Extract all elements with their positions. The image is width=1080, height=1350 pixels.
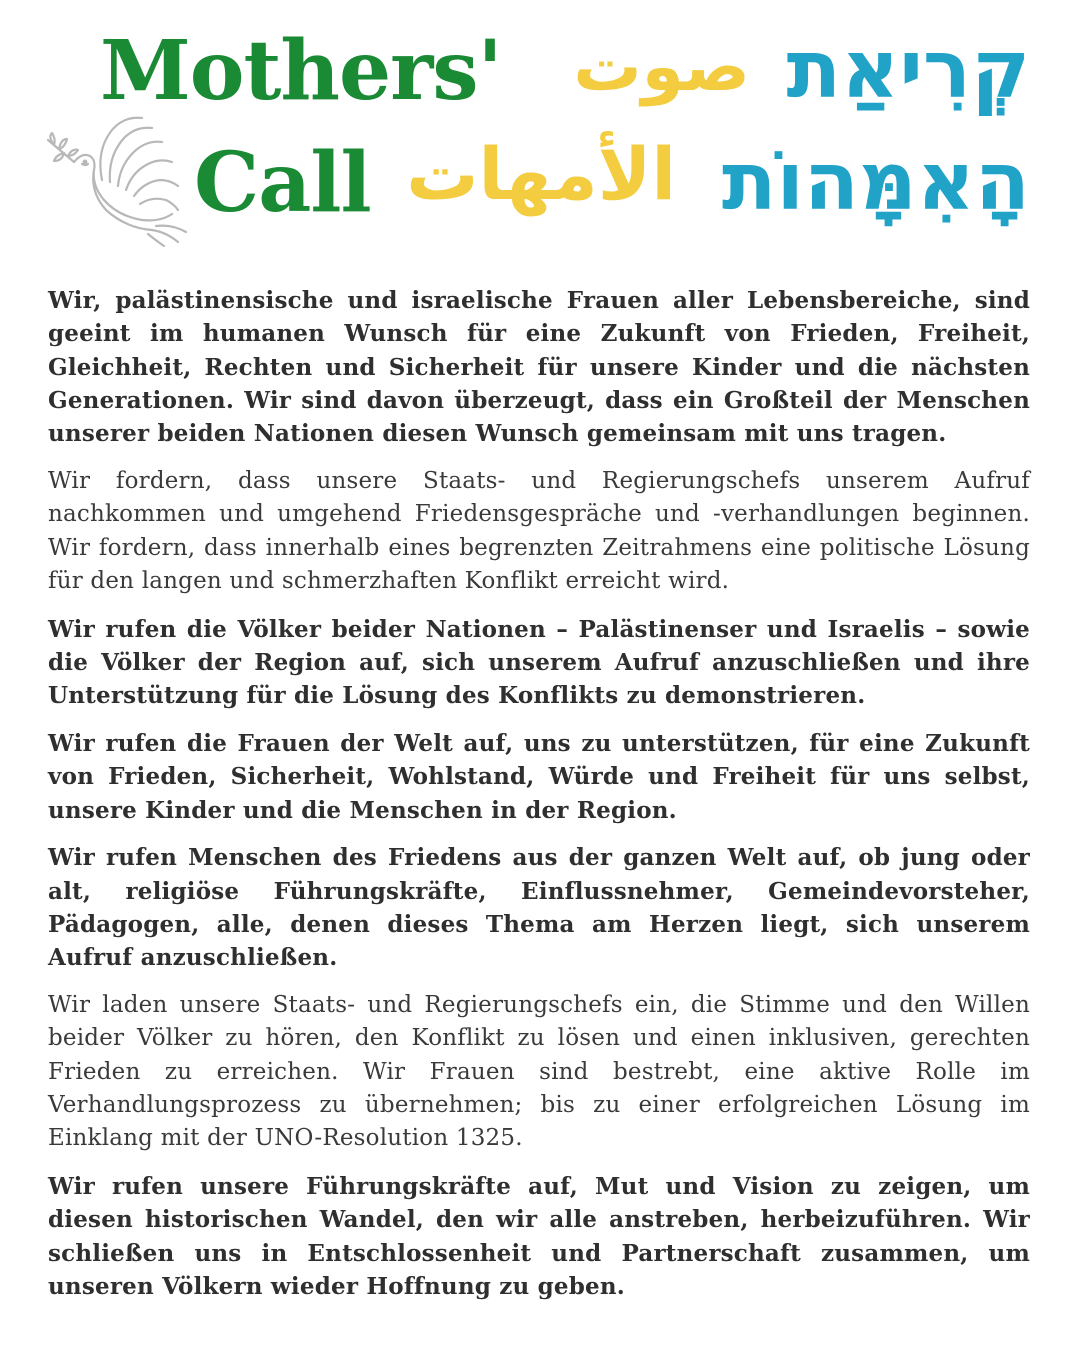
- title-hebrew-line1: קְרִיאַת: [786, 23, 1030, 116]
- paragraph: Wir laden unsere Staats- und Regierungschefs ein, die Stimme und den Willen beider Völker zu hören, den Konflikt zu lösen und einen inklusiven, gerechten Frieden zu erreichen. Wir Frauen sind bestrebt, eine aktive Rolle im Verhandlungsprozess zu übernehmen; bis zu einer erfolgreichen Lösung im Einklang mit der UNO-Resolution 1325.: [48, 992, 1030, 1152]
- paragraph: Wir rufen die Völker beider Nationen – Palästinenser und Israelis – sowie die Völker der Region auf, sich unserem Aufruf anzuschließen und ihre Unterstützung für die Lösung des Konflikts zu demonstrieren.: [48, 615, 1030, 710]
- header: [0, 0, 1080, 270]
- paragraph: Wir rufen unsere Führungskräfte auf, Mut und Vision zu zeigen, um diesen historischen Wandel, den wir alle anstreben, herbeizuführen. Wir schließen uns in Entschlossenheit und Partnerschaft zusammen, um unseren Völkern wieder Hoffnung zu geben.: [48, 1173, 1030, 1301]
- paragraph: Wir, palästinensische und israelische Frauen aller Lebensbereiche, sind geeint im humanen Wunsch für eine Zukunft von Frieden, Freiheit, Gleichheit, Rechten und Sicherheit für unsere Kinder und die nächsten Generationen. Wir sind davon überzeugt, dass ein Großteil der Menschen unserer beiden Nationen diesen Wunsch gemeinsam mit uns tragen.: [48, 287, 1030, 448]
- declaration-text: [48, 284, 1030, 1318]
- title-english-line2: Call: [194, 135, 371, 231]
- title-english-line1: Mothers': [100, 23, 502, 119]
- dove-with-olive-branch-icon: [44, 116, 194, 248]
- paragraph: Wir rufen Menschen des Friedens aus der ganzen Welt auf, ob jung oder alt, religiöse Führungskräfte, Einflussnehmer, Gemeindevorsteher, Pädagogen, alle, denen dieses Thema am Herzen liegt, sich unserem Aufruf anzuschließen.: [48, 844, 1030, 972]
- title-arabic-line2: الأمهات: [406, 132, 676, 216]
- paragraph: Wir fordern, dass unsere Staats- und Regierungschefs unserem Aufruf nachkommen und umgehend Friedensgespräche und -verhandlungen beginnen. Wir fordern, dass innerhalb eines begrenzten Zeitrahmens eine politische Lösung für den langen und schmerzhaften Konflikt erreicht wird.: [48, 467, 1030, 594]
- title-arabic-line1: صوت: [573, 28, 750, 107]
- paragraph: Wir rufen die Frauen der Welt auf, uns zu unterstützen, für eine Zukunft von Frieden, Sicherheit, Wohlstand, Würde und Freiheit für uns selbst, unsere Kinder und die Menschen in der Region.: [48, 730, 1030, 824]
- title-hebrew-line2: הָאִמָּהוֹת: [721, 135, 1030, 228]
